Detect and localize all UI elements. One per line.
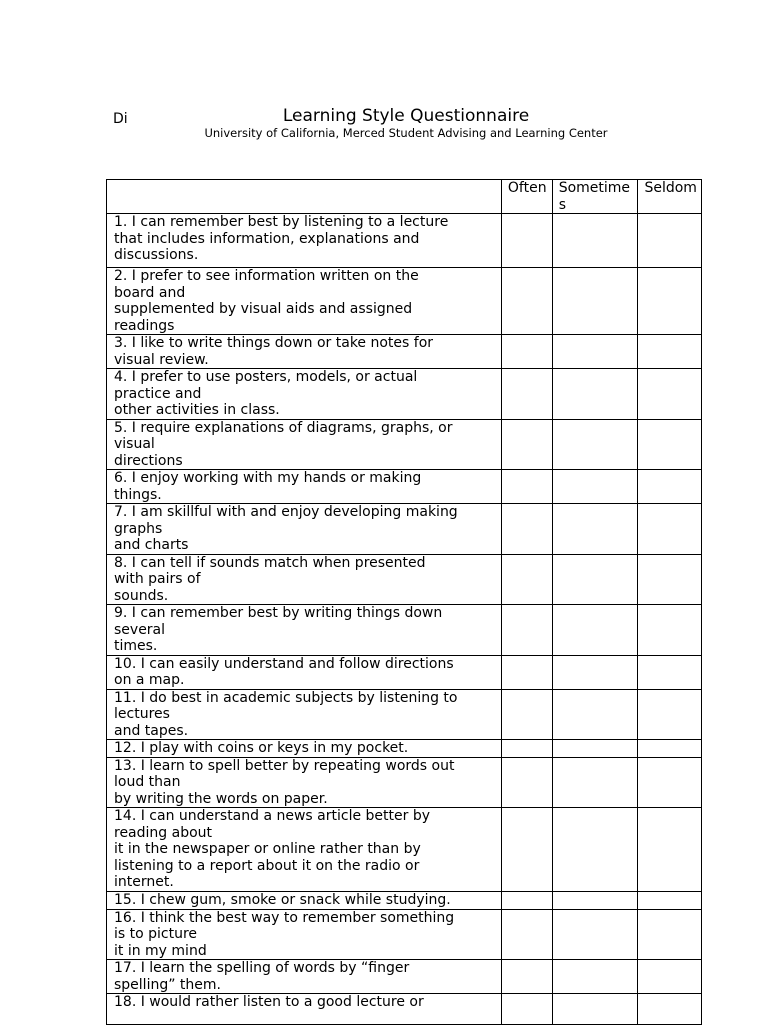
- sometimes-answer-cell[interactable]: [552, 757, 638, 808]
- often-answer-cell[interactable]: [501, 335, 552, 369]
- seldom-answer-cell[interactable]: [638, 504, 702, 555]
- question-text: 16. I think the best way to remember something is to picture it in my mind: [107, 909, 502, 960]
- sometimes-answer-cell[interactable]: [552, 268, 638, 335]
- page-subtitle: University of California, Merced Student Advising and Learning Center: [204, 126, 608, 140]
- table-row: [107, 689, 702, 740]
- often-answer-cell[interactable]: [501, 504, 552, 555]
- often-answer-cell[interactable]: [501, 808, 552, 892]
- often-header-cell: Often: [501, 180, 552, 214]
- table-row: [107, 419, 702, 470]
- question-text: 15. I chew gum, smoke or snack while studying.: [107, 892, 502, 910]
- often-answer-cell[interactable]: [501, 892, 552, 910]
- often-answer-cell[interactable]: [501, 554, 552, 605]
- table-row: [107, 757, 702, 808]
- table-row: [107, 909, 702, 960]
- question-text: 5. I require explanations of diagrams, graphs, or visual directions: [107, 419, 502, 470]
- table-row: [107, 369, 702, 420]
- sometimes-answer-cell[interactable]: [552, 504, 638, 555]
- often-answer-cell[interactable]: [501, 268, 552, 335]
- table-row: [107, 740, 702, 758]
- table-row: [107, 470, 702, 504]
- sometimes-header-cell: Sometime s: [552, 180, 638, 214]
- often-answer-cell[interactable]: [501, 740, 552, 758]
- seldom-answer-cell[interactable]: [638, 268, 702, 335]
- question-text: 13. I learn to spell better by repeating words out loud than by writing the words on paper.: [107, 757, 502, 808]
- often-answer-cell[interactable]: [501, 757, 552, 808]
- question-text: 11. I do best in academic subjects by listening to lectures and tapes.: [107, 689, 502, 740]
- often-answer-cell[interactable]: [501, 655, 552, 689]
- sometimes-answer-cell[interactable]: [552, 470, 638, 504]
- question-text: 1. I can remember best by listening to a lecture that includes information, explanations and discussions.: [107, 214, 502, 268]
- seldom-header-cell: Seldom: [638, 180, 702, 214]
- table-row: [107, 892, 702, 910]
- sometimes-answer-cell[interactable]: [552, 740, 638, 758]
- seldom-answer-cell[interactable]: [638, 419, 702, 470]
- seldom-answer-cell[interactable]: [638, 655, 702, 689]
- table-row: [107, 214, 702, 268]
- seldom-answer-cell[interactable]: [638, 994, 702, 1025]
- sometimes-answer-cell[interactable]: [552, 655, 638, 689]
- seldom-answer-cell[interactable]: [638, 909, 702, 960]
- often-answer-cell[interactable]: [501, 994, 552, 1025]
- sometimes-answer-cell[interactable]: [552, 554, 638, 605]
- question-text: 6. I enjoy working with my hands or making things.: [107, 470, 502, 504]
- seldom-answer-cell[interactable]: [638, 892, 702, 910]
- often-answer-cell[interactable]: [501, 369, 552, 420]
- often-answer-cell[interactable]: [501, 470, 552, 504]
- sometimes-answer-cell[interactable]: [552, 689, 638, 740]
- sometimes-answer-cell[interactable]: [552, 605, 638, 656]
- question-text: 2. I prefer to see information written on the board and supplemented by visual aids and assigned readings: [107, 268, 502, 335]
- table-row: [107, 808, 702, 892]
- table-row: [107, 655, 702, 689]
- often-answer-cell[interactable]: [501, 909, 552, 960]
- sometimes-answer-cell[interactable]: [552, 994, 638, 1025]
- question-text: 10. I can easily understand and follow directions on a map.: [107, 655, 502, 689]
- question-header-cell: [107, 180, 502, 214]
- seldom-answer-cell[interactable]: [638, 335, 702, 369]
- seldom-answer-cell[interactable]: [638, 554, 702, 605]
- sometimes-answer-cell[interactable]: [552, 892, 638, 910]
- question-text: 14. I can understand a news article better by reading about it in the newspaper or online rather than by listening to a report about it on the radio or internet.: [107, 808, 502, 892]
- seldom-answer-cell[interactable]: [638, 757, 702, 808]
- table-row: [107, 605, 702, 656]
- table-row: [107, 960, 702, 994]
- corner-text: Di: [113, 111, 128, 127]
- sometimes-answer-cell[interactable]: [552, 335, 638, 369]
- often-answer-cell[interactable]: [501, 689, 552, 740]
- question-text: 18. I would rather listen to a good lecture or: [107, 994, 502, 1025]
- table-row: [107, 335, 702, 369]
- question-text: 7. I am skillful with and enjoy developing making graphs and charts: [107, 504, 502, 555]
- table-row: [107, 554, 702, 605]
- seldom-answer-cell[interactable]: [638, 808, 702, 892]
- seldom-answer-cell[interactable]: [638, 740, 702, 758]
- table-row: [107, 504, 702, 555]
- seldom-answer-cell[interactable]: [638, 605, 702, 656]
- often-answer-cell[interactable]: [501, 605, 552, 656]
- question-text: 12. I play with coins or keys in my pocket.: [107, 740, 502, 758]
- seldom-answer-cell[interactable]: [638, 960, 702, 994]
- question-text: 4. I prefer to use posters, models, or actual practice and other activities in class.: [107, 369, 502, 420]
- seldom-answer-cell[interactable]: [638, 369, 702, 420]
- seldom-answer-cell[interactable]: [638, 214, 702, 268]
- question-text: 9. I can remember best by writing things down several times.: [107, 605, 502, 656]
- often-answer-cell[interactable]: [501, 960, 552, 994]
- table-row: [107, 994, 702, 1025]
- seldom-answer-cell[interactable]: [638, 689, 702, 740]
- often-answer-cell[interactable]: [501, 419, 552, 470]
- question-text: 8. I can tell if sounds match when presented with pairs of sounds.: [107, 554, 502, 605]
- sometimes-answer-cell[interactable]: [552, 369, 638, 420]
- learning-style-table: [106, 179, 702, 1025]
- sometimes-answer-cell[interactable]: [552, 960, 638, 994]
- sometimes-answer-cell[interactable]: [552, 808, 638, 892]
- table-row: [107, 268, 702, 335]
- page-title: Learning Style Questionnaire: [282, 106, 530, 126]
- sometimes-answer-cell[interactable]: [552, 214, 638, 268]
- sometimes-answer-cell[interactable]: [552, 909, 638, 960]
- sometimes-answer-cell[interactable]: [552, 419, 638, 470]
- often-answer-cell[interactable]: [501, 214, 552, 268]
- table-header-row: [107, 180, 702, 214]
- seldom-answer-cell[interactable]: [638, 470, 702, 504]
- question-text: 3. I like to write things down or take notes for visual review.: [107, 335, 502, 369]
- question-text: 17. I learn the spelling of words by “finger spelling” them.: [107, 960, 502, 994]
